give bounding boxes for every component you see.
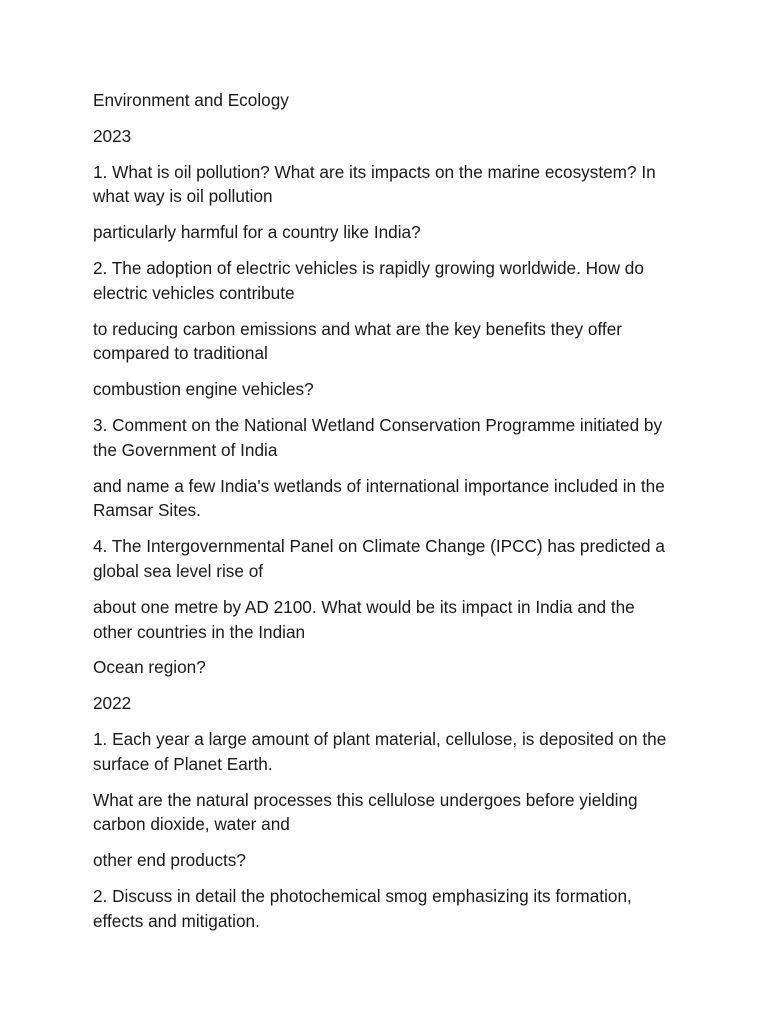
document-page — [93, 88, 678, 945]
question-paragraph: 4. The Intergovernmental Panel on Climate Change (IPCC) has predicted a global sea level rise of — [93, 536, 665, 581]
question-paragraph: 2. The adoption of electric vehicles is rapidly growing worldwide. How do electric vehicles contribute — [93, 257, 644, 303]
question-paragraph: 1. Each year a large amount of plant material, cellulose, is deposited on the surface of Planet Earth. — [93, 728, 667, 774]
question-paragraph: 3. Comment on the National Wetland Conservation Programme initiated by the Government of India — [93, 414, 663, 460]
question-paragraph: What are the natural processes this cellulose undergoes before yielding carbon dioxide, water and — [93, 789, 638, 835]
question-paragraph: 2. Discuss in detail the photochemical smog emphasizing its formation, effects and mitigation. — [93, 885, 632, 931]
question-paragraph: 1. What is oil pollution? What are its impacts on the marine ecosystem? In what way is oil pollution — [93, 161, 656, 207]
question-paragraph: and name a few India's wetlands of international importance included in the Ramsar Sites. — [93, 475, 665, 521]
year-heading-2022: 2022 — [93, 693, 132, 714]
question-paragraph: other end products? — [93, 850, 246, 871]
document-title: Environment and Ecology — [93, 90, 289, 110]
year-heading-2023: 2023 — [93, 125, 132, 146]
question-paragraph: particularly harmful for a country like India? — [93, 222, 421, 243]
question-paragraph: about one metre by AD 2100. What would be its impact in India and the other countries in the Indian — [93, 596, 635, 642]
question-paragraph: combustion engine vehicles? — [93, 379, 314, 400]
question-paragraph: to reducing carbon emissions and what are the key benefits they offer compared to traditional — [93, 318, 622, 364]
question-paragraph: Ocean region? — [93, 657, 206, 678]
